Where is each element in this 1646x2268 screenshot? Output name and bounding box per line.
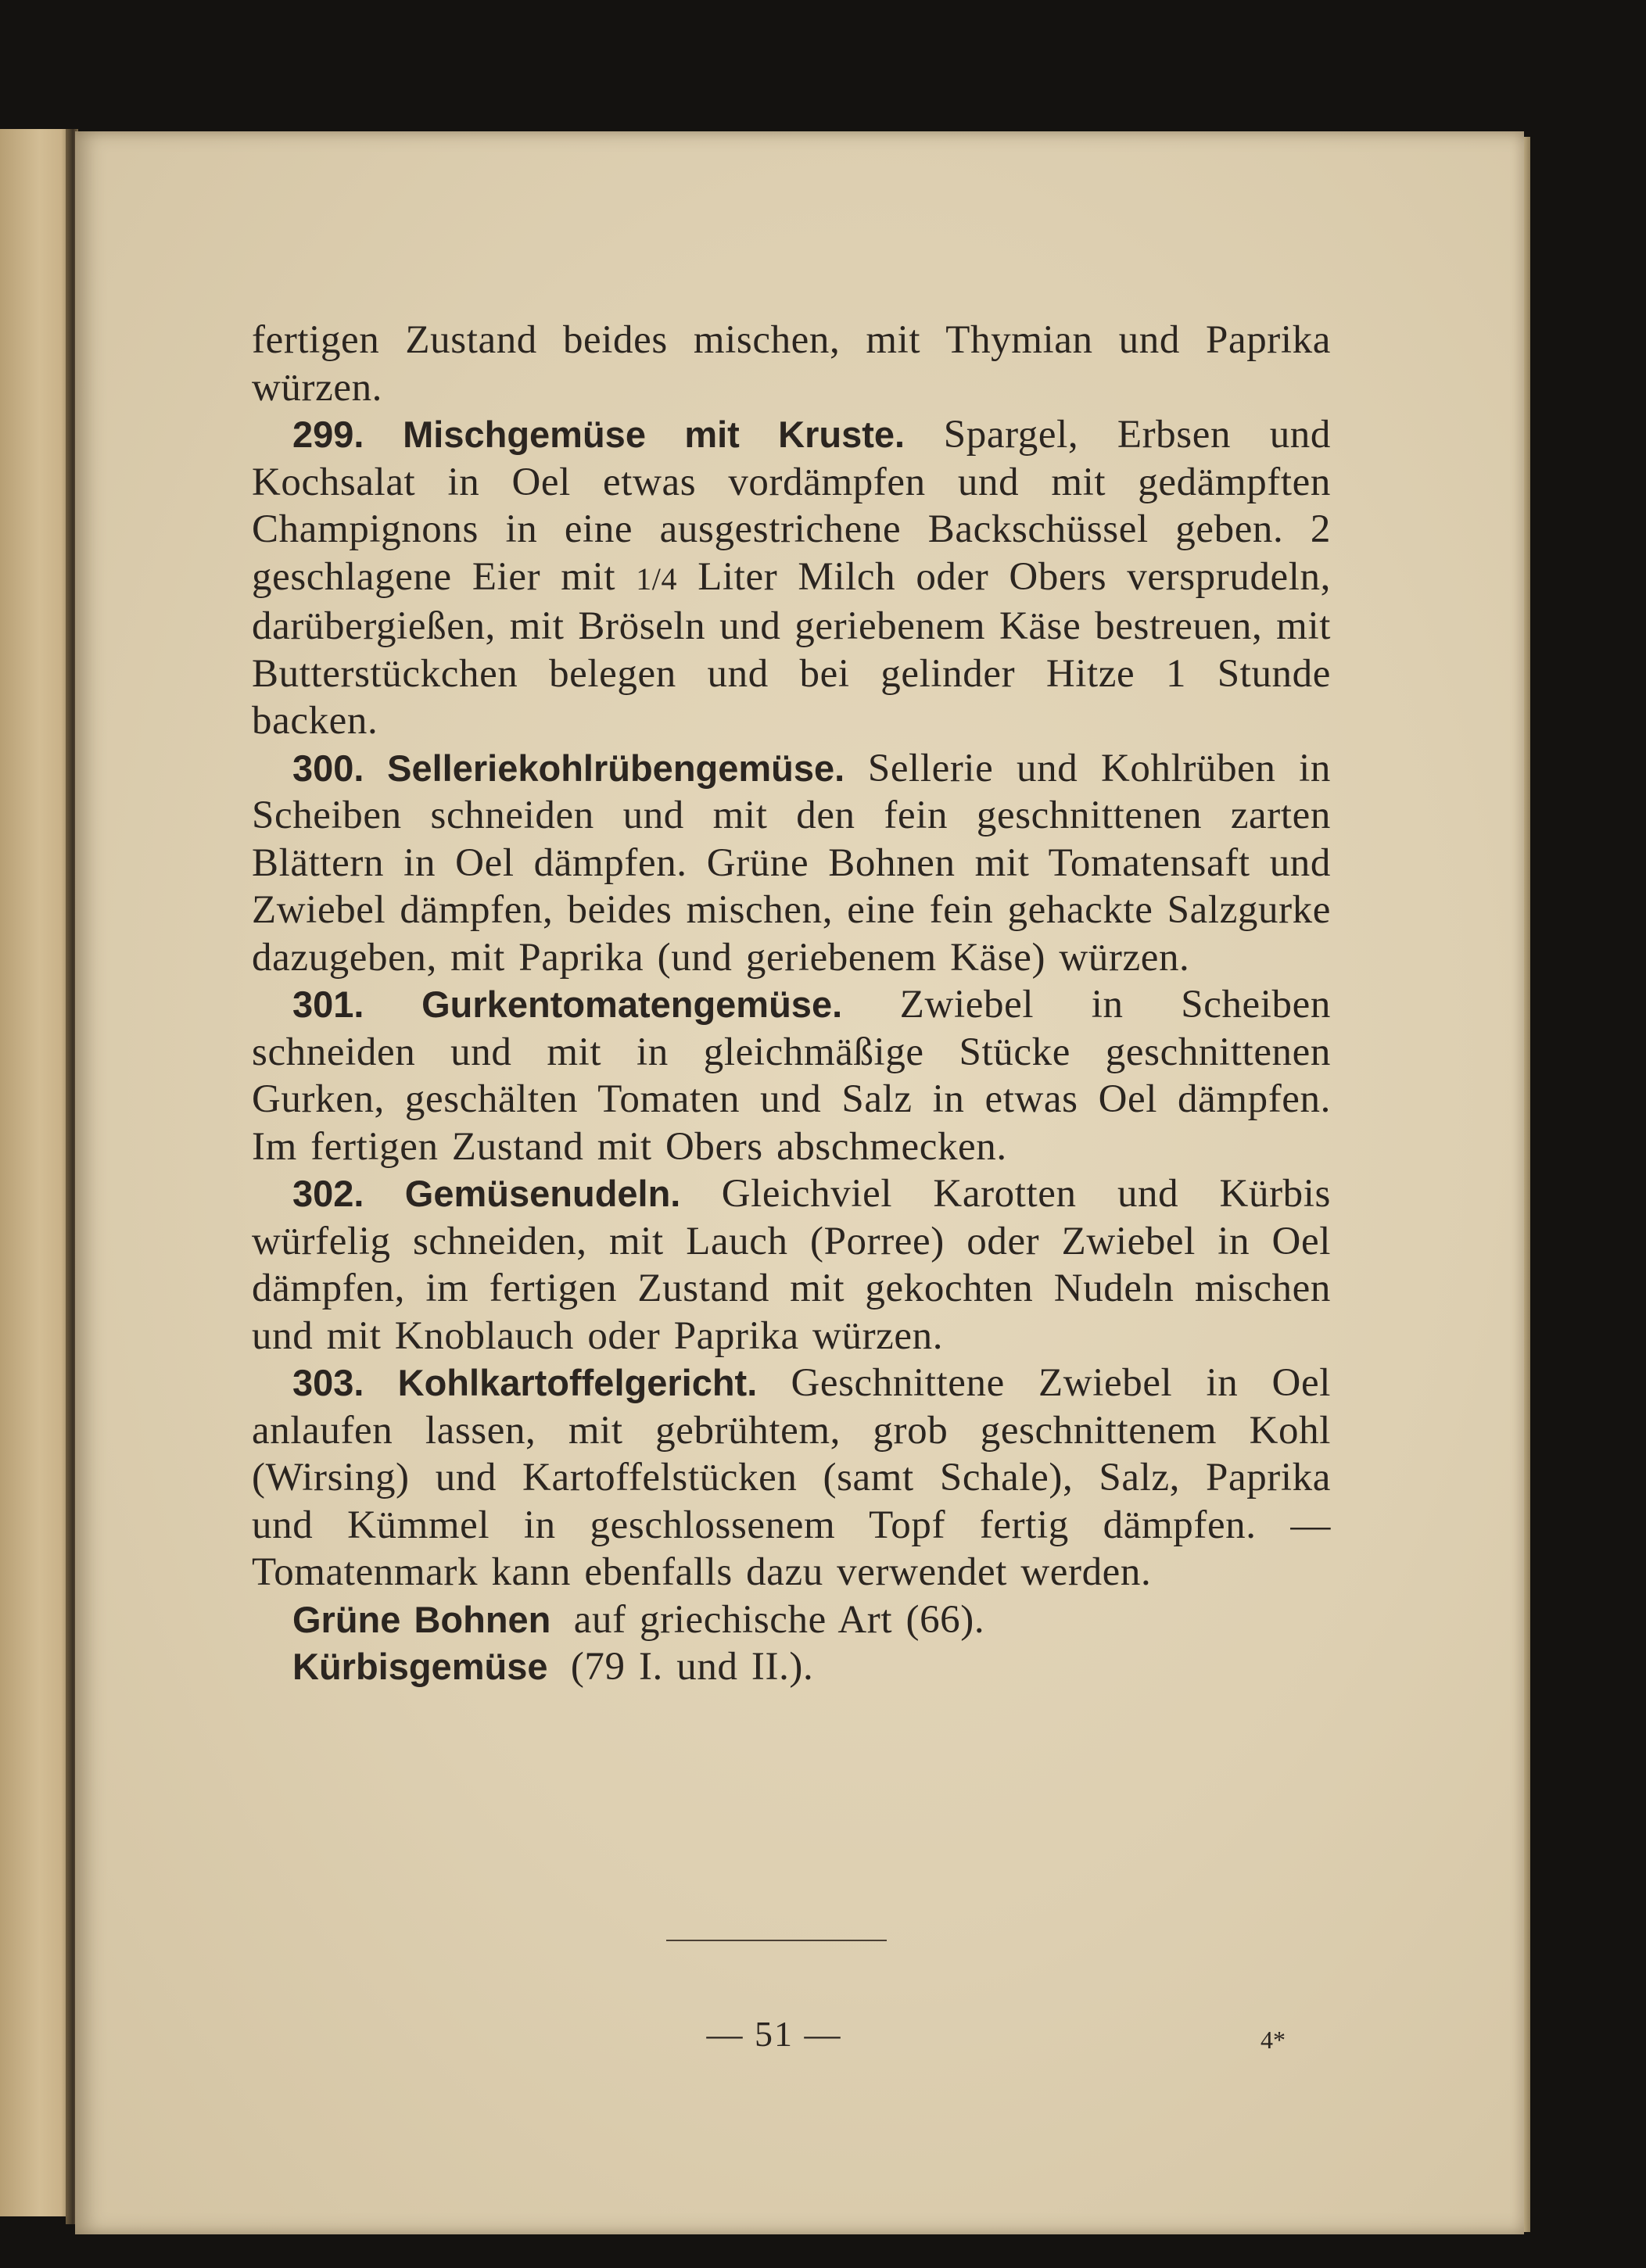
recipe-299 <box>252 411 1331 745</box>
recipe-number: 302. <box>292 1173 364 1214</box>
cross-reference-title: Grüne Bohnen <box>292 1598 551 1640</box>
section-divider <box>666 1940 887 1941</box>
recipe-text: Gleichviel Karotten und Kürbis würfelig schneiden, mit Lauch (Porree) oder Zwiebel in Oel dämpfen, im fertigen Zustand mit gekochten Nudeln mischen und mit Knoblauch oder Paprika würzen. <box>252 1172 1331 1358</box>
recipe-302 <box>252 1170 1331 1360</box>
recipe-title: Gemüsenudeln. <box>404 1173 681 1214</box>
recipe-301 <box>252 981 1331 1170</box>
fraction: 1/4 <box>636 561 678 597</box>
right-page-edge <box>1524 137 1530 2232</box>
recipe-number: 300. <box>292 747 364 789</box>
recipe-title: Kohlkartoffelgericht. <box>397 1362 758 1403</box>
recipe-title: Selleriekohlrübengemüse. <box>387 747 845 789</box>
cross-reference-text: auf griechische Art (66). <box>573 1597 985 1642</box>
recipe-number: 299. <box>292 414 364 455</box>
page-text <box>252 317 1331 1691</box>
left-page-edge <box>0 129 72 2216</box>
recipe-number: 301. <box>292 984 364 1025</box>
recipe-title: Mischgemüse mit Kruste. <box>403 414 905 455</box>
recipe-title: Gurkentomatengemüse. <box>421 984 843 1025</box>
recipe-text: Zwiebel in Scheiben schneiden und mit in gleichmäßige Stücke geschnittenen Gurken, geschälten Tomaten und Salz in etwas Oel dämpfen. Im fertigen Zustand mit Obers abschmecken. <box>252 983 1331 1169</box>
recipe-text: Geschnittene Zwiebel in Oel anlaufen lassen, mit gebrühtem, grob geschnittenem Kohl (Wirsing) und Kartoffelstücken (samt Schale), Salz, Paprika und Kümmel in geschlossenem Topf fertig dämpfen. — Tomatenmark kann ebenfalls dazu verwendet werden. <box>252 1361 1331 1594</box>
cross-reference-pumpkin <box>252 1643 1331 1691</box>
page-footer <box>0 2013 1646 2068</box>
recipe-number: 303. <box>292 1362 364 1403</box>
signature-mark: 4* <box>1260 2026 1286 2054</box>
cross-reference-green-beans <box>252 1596 1331 1644</box>
intro-paragraph: fertigen Zustand beides mischen, mit Thymian und Paprika würzen. <box>252 318 1331 410</box>
cross-reference-title: Kürbisgemüse <box>292 1646 548 1687</box>
page-number: — 51 — <box>706 2014 842 2054</box>
cross-reference-text: (79 I. und II.). <box>570 1645 814 1689</box>
recipe-300 <box>252 745 1331 982</box>
recipe-text: Sellerie und Kohlrüben in Scheiben schneiden und mit den fein geschnittenen zarten Blättern in Oel dämpfen. Grüne Bohnen mit Tomatensaft und Zwiebel dämpfen, beides mischen, eine fein gehackte Salzgurke dazugeben, mit Paprika (und geriebenem Käse) würzen. <box>252 746 1331 980</box>
recipe-303 <box>252 1360 1331 1596</box>
recipe-text-continued: Liter Milch oder Obers versprudeln, darübergießen, mit Bröseln und geriebenem Käse bestreuen, mit Butterstückchen belegen und bei gelinder Hitze 1 Stunde backen. <box>252 554 1331 743</box>
recipe-text: Spargel, Erbsen und Kochsalat in Oel etwas vordämpfen und mit gedämpften Champignons in eine ausgestrichene Backschüssel geben. 2 geschlagene Eier mit <box>252 413 1331 599</box>
